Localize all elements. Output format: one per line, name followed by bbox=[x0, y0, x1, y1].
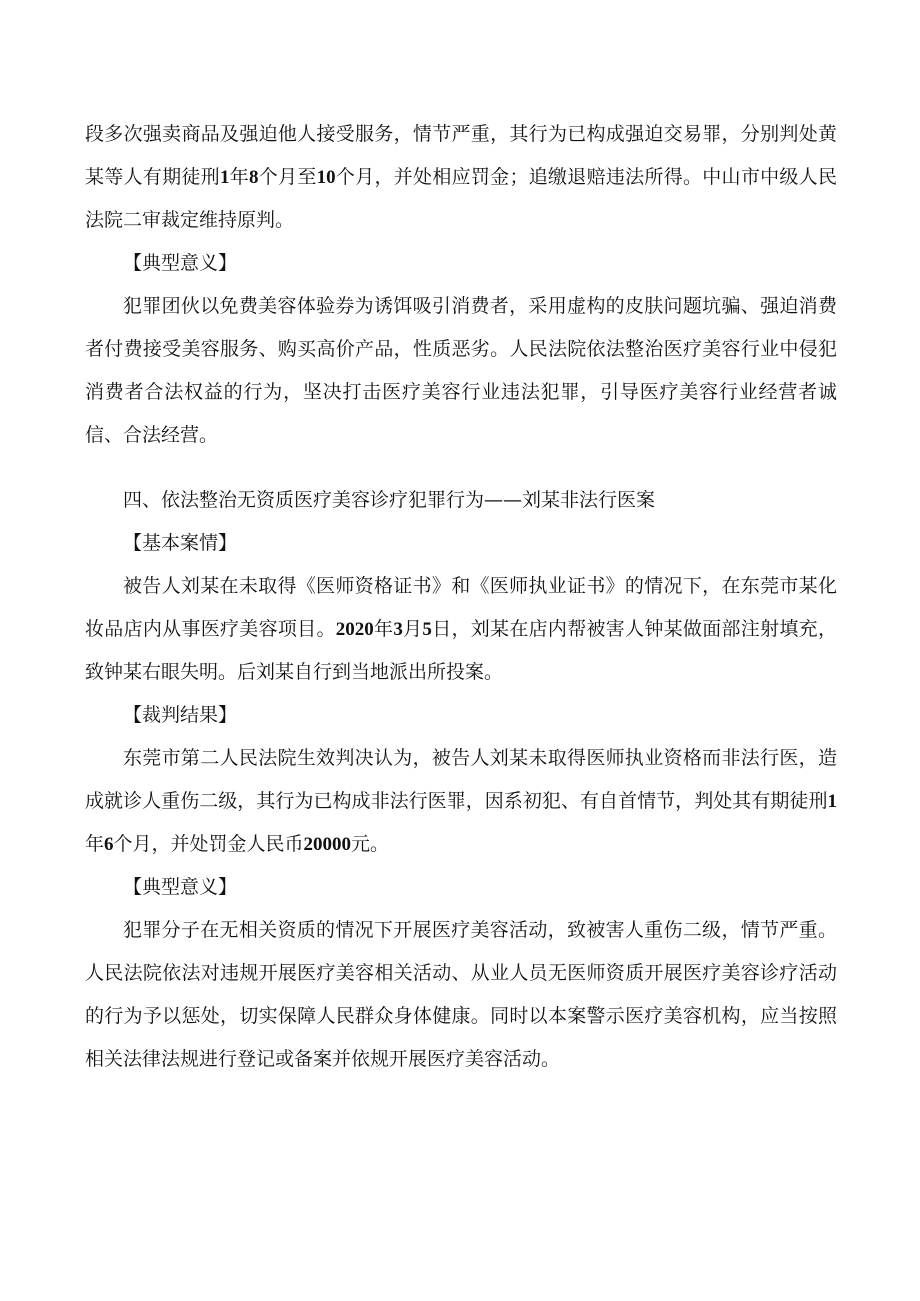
facts-text-2: 年 bbox=[373, 618, 394, 640]
facts-year: 2020 bbox=[335, 619, 374, 640]
continued-text-4: 个月，并处相应罚金；追缴退赔违法所得。中山市中级人民法院二审裁定维持原判。 bbox=[85, 166, 837, 231]
judgment-text-2: 年 bbox=[85, 833, 105, 855]
heading-significance-1: 【典型意义】 bbox=[123, 252, 238, 274]
facts-text-1: 被告人刘某在未取得《医师资格证书》和《医师执业证书》的情况下，在东莞市某化妆品店内从事医疗美容项目。 bbox=[85, 575, 837, 640]
significance-paragraph-2: 犯罪分子在无相关资质的情况下开展医疗美容活动，致被害人重伤二级，情节严重。人民法院依法对违规开展医疗美容相关活动、从业人员无医师资质开展医疗美容诊疗活动的行为予以惩处，切实保障人民群众身体健康。同时以本案警示医疗美容机构，应当按照相关法律法规进行登记或备案并依规开展医疗美容活动。 bbox=[85, 919, 837, 1070]
section-four-title: 四、依法整治无资质医疗美容诊疗犯罪行为——刘某非法行医案 bbox=[123, 489, 656, 511]
judgment-text-3: 个月，并处罚金人民币 bbox=[113, 833, 304, 855]
judgment-paragraph bbox=[85, 737, 837, 866]
significance-paragraph-1: 犯罪团伙以免费美容体验券为诱饵吸引消费者，采用虚构的皮肤问题坑骗、强迫消费者付费接受美容服务、购买高价产品，性质恶劣。人民法院依法整治医疗美容行业中侵犯消费者合法权益的行为，坚决打击医疗美容行业违法犯罪，引导医疗美容行业经营者诚信、合法经营。 bbox=[85, 295, 837, 446]
heading-judgment: 【裁判结果】 bbox=[123, 704, 238, 726]
judgment-months: 6 bbox=[104, 834, 114, 855]
sentence-months-1: 8 bbox=[249, 167, 259, 188]
judgment-text-1: 东莞市第二人民法院生效判决认为，被告人刘某未取得医师执业资格而非法行医，造成就诊人重伤二级，其行为已构成非法行医罪，因系初犯、有自首情节，判处其有期徒刑 bbox=[85, 747, 837, 812]
heading-significance-2: 【典型意义】 bbox=[123, 876, 238, 898]
continued-text: 段多次强卖商品及强迫他人接受服务，情节严重，其行为已构成强迫交易罪，分别判处黄某等人有期徒刑 bbox=[85, 123, 837, 188]
facts-text-4: 日，刘某在店内帮被害人钟某做面部注射填充，致钟某右眼失明。后刘某自行到当地派出所投案。 bbox=[85, 618, 837, 683]
judgment-years: 1 bbox=[827, 791, 837, 812]
continued-text-3: 个月至 bbox=[258, 166, 317, 188]
continued-judgment-paragraph bbox=[85, 113, 837, 242]
document-body bbox=[85, 113, 837, 1081]
heading-basic-facts: 【基本案情】 bbox=[123, 532, 238, 554]
sentence-months-2: 10 bbox=[316, 167, 336, 188]
facts-month: 3 bbox=[393, 619, 403, 640]
judgment-fine: 20000 bbox=[303, 834, 352, 855]
facts-text-3: 月 bbox=[402, 618, 423, 640]
facts-day: 5 bbox=[422, 619, 432, 640]
judgment-text-4: 元。 bbox=[351, 833, 390, 855]
continued-text-2: 年 bbox=[229, 166, 250, 188]
sentence-years-1: 1 bbox=[219, 167, 230, 188]
basic-facts-paragraph bbox=[85, 565, 837, 694]
